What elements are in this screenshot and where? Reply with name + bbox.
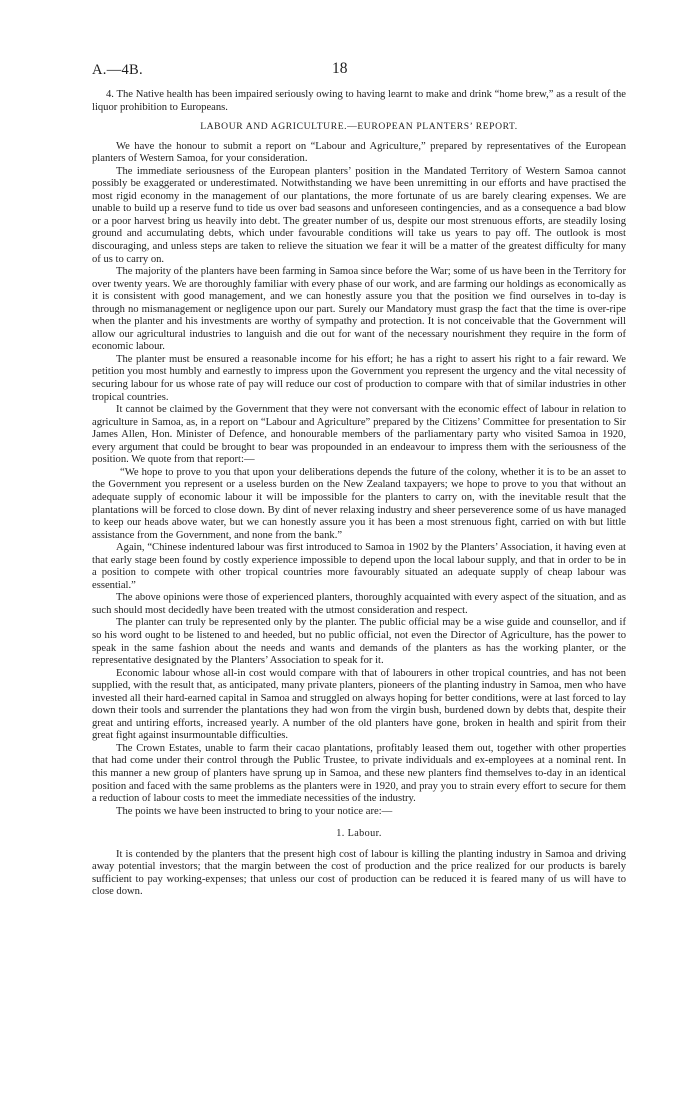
subsection-heading: 1. Labour. (336, 828, 382, 840)
paragraph: It cannot be claimed by the Government that they were not conversant with the economic effect of labour in relation to agriculture in Samoa, as, in a report on “Labour and Agriculture” prepared by the Citizens’ Committee for presentation to Sir James Allen, Hon. Minister of Defence, and honourable members of the parliamentary party who visited Samoa in 1920, every argument that could be brought to bear was propounded in an endeavour to impress them with the seriousness of the position. We quote from that report:— (92, 404, 626, 466)
paragraph-native-health: 4. The Native health has been impaired seriously owing to having learnt to make and drink “home brew,” as a result of the liquor prohibition to Europeans. (92, 89, 626, 113)
paragraph: The planter can truly be represented only by the planter. The public official may be a wise guide and counsellor, and if so his word ought to be listened to and heeded, but no public official, not even the Director of Agriculture, has the power to speak in the same fashion about the needs and wants and demands of the planters as has the working planter, or the representative designated by the Planters’ Association to speak for it. (92, 617, 626, 667)
document-reference: A.—4B. (92, 62, 143, 78)
paragraph: The immediate seriousness of the European planters’ position in the Mandated Territory of Western Samoa cannot possibly be exaggerated or underestimated. Notwithstanding we have been unremitting in our efforts and have practised the most rigid economy in the management of our plantations, the more fortunate of us are barely clearing expenses. We are unable to build up a reserve fund to tide us over bad seasons and unforeseen contingencies, and as a consequence a bad blow or a poor harvest bring us heavily into debt. The greater number of us, despite our most strenuous efforts, are steadily losing ground and accumulating debts, which under favourable conditions will take us years to pay off. The outlook is most discouraging, and unless steps are taken to relieve the situation we fear it will be a matter of the greatest difficulty for many of us to carry on. (92, 165, 626, 265)
paragraph: Economic labour whose all-in cost would compare with that of labourers in other tropical countries, and has not been supplied, with the result that, as anticipated, many private planters, pioneers of the planting industry in Samoa, men who have invested all their hard-earned capital in Samoa and struggled on always hoping for better conditions, were at last forced to lay down their tools and surrender the plantations they had won from the virgin bush, burdened down by debts that, despite their great and untiring efforts, increased yearly. A number of the old planters have gone, broken in health and spirit from their great fight against insurmountable difficulties. (92, 667, 626, 742)
paragraph: Again, “Chinese indentured labour was first introduced to Samoa in 1902 by the Planters’ Association, it having even at that early stage been found by costly experience impossible to depend upon the local labour supply, and that in order to be in a position to compete with other tropical countries more favourably situated an adequate supply of cheap labour was essential.” (92, 542, 626, 591)
paragraph: The above opinions were those of experienced planters, thoroughly acquainted with every aspect of the situation, and as such should most decidedly have been treated with the utmost consideration and respect. (92, 592, 626, 616)
paragraph: It is contended by the planters that the present high cost of labour is killing the planting industry in Samoa and driving away potential investors; that the margin between the cost of production and the price realized for our products is barely sufficient to pay working-expenses; that unless our cost of production can be reduced it is feared many of us will have to close down. (92, 848, 626, 898)
paragraph: The points we have been instructed to bring to your notice are:— (116, 805, 393, 817)
page-number: 18 (332, 60, 348, 77)
document-body (92, 89, 626, 899)
quoted-paragraph: “We hope to prove to you that upon your deliberations depends the future of the colony, whether it is to be an asset to the Government you represent or a useless burden on the New Zealand taxpayers; we hope to prove to you that without an adequate supply of economic labour it will be impossible for the planters to carry on, with the inevitable result that the plantations will be forced to close down. By dint of never relaxing industry and sheer perseverence some of us have managed to keep our heads above water, but we can honestly assure you it has been a most strenuous fight, carried on with but little assistance from the Government, and none from the bank.” (92, 466, 626, 541)
paragraph: The planter must be ensured a reasonable income for his effort; he has a right to assert his right to a fair reward. We petition you most humbly and earnestly to impress upon the Government you represent the urgency and the vital necessity of securing labour for us whose rate of pay will reduce our cost of production to compare with that of similar industries in other tropical countries. (92, 353, 626, 403)
paragraph: The majority of the planters have been farming in Samoa since before the War; some of us have been in the Territory for over twenty years. We are thoroughly familiar with every phase of our work, and are farming our holdings as economically as it is consistent with good management, and we can honestly assure you that the position we find ourselves in to-day is through no mismanagement or negligence upon our part. Surely our Mandatory must grasp the fact that the time is over-ripe when the planter and his investments are worthy of sympathy and protection. It is not conceivable that the Government will allow our agricultural industries to languish and die out for want of the necessary nourishment they require in the form of economic labour. (92, 266, 626, 353)
paragraph: The Crown Estates, unable to farm their cacao plantations, profitably leased them out, together with other properties that had come under their control through the Public Trustee, to private individuals and ex-employees at a nominal rent. In this manner a new group of planters have sprung up in Samoa, and these new planters find themselves to-day in an identical position and faced with the same problems as the planters were in 1920, and pray you to strain every effort to secure for them a reduction of labour costs to meet the immediate necessities of the industry. (92, 742, 626, 805)
paragraph: We have the honour to submit a report on “Labour and Agriculture,” prepared by representatives of the European planters of Western Samoa, for your consideration. (92, 140, 626, 165)
section-heading: LABOUR AND AGRICULTURE.—EUROPEAN PLANTERS’ REPORT. (200, 121, 518, 133)
